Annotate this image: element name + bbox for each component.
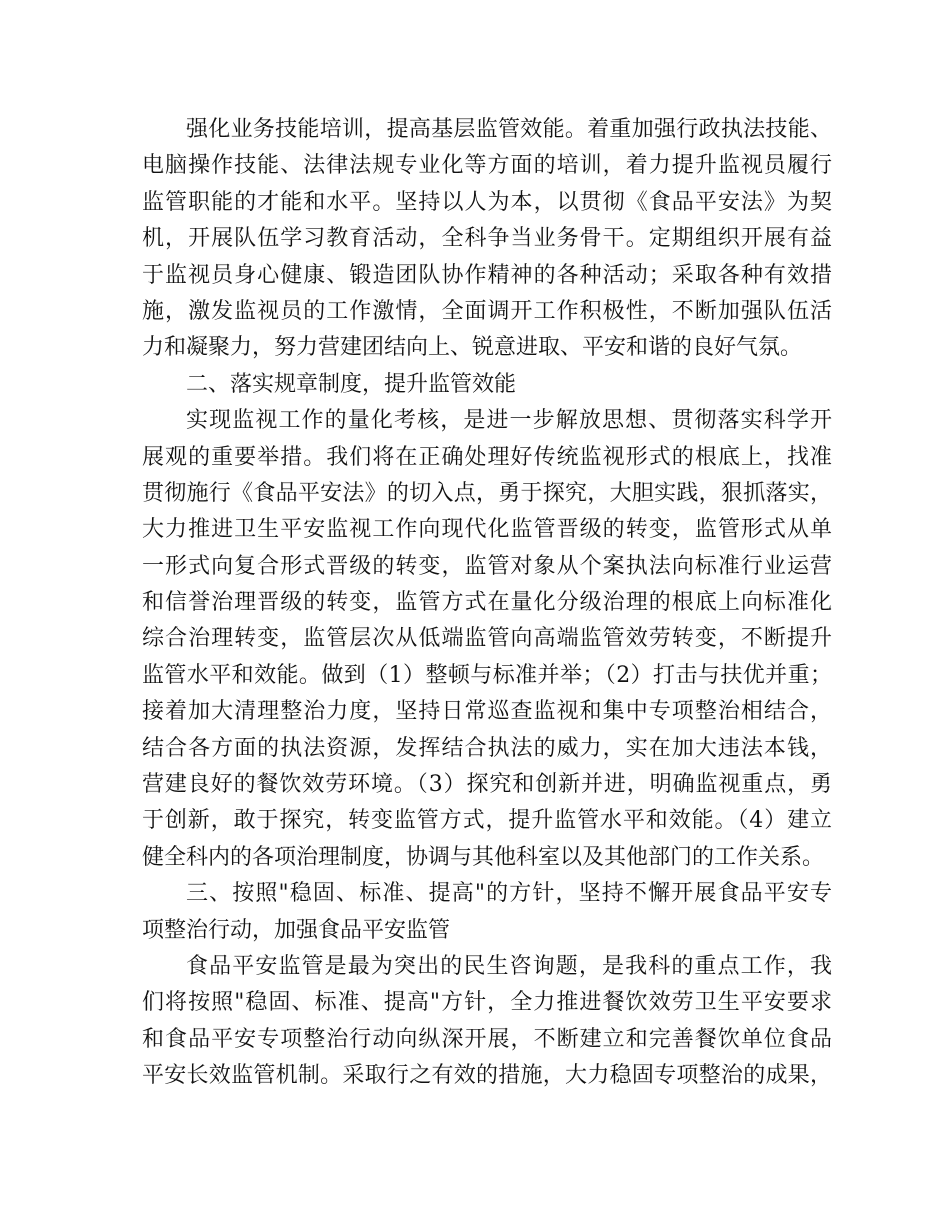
section-heading-3-cont: 项整治行动，加强食品平安监管 <box>142 917 451 943</box>
paragraph-line-13: 一形式向复合形式晋级的转变，监管对象从个案执法向标准行业运营 <box>142 553 832 579</box>
paragraph-line-15: 综合治理转变，监管层次从低端监管向高端监管效劳转变，不断提升 <box>142 626 832 652</box>
paragraph-line-11: 贯彻施行《食品平安法》的切入点，勇于探究，大胆实践，狠抓落实， <box>142 480 832 506</box>
paragraph-line-12: 大力推进卫生平安监视工作向现代化监管晋级的转变，监管形式从单 <box>142 517 832 543</box>
paragraph-line-20: 于创新，敢于探究，转变监管方式，提升监管水平和效能。（4）建立 <box>142 808 832 834</box>
paragraph-line-5: 于监视员身心健康、锻造团队协作精神的各种活动；采取各种有效措 <box>142 262 832 288</box>
paragraph-line-10: 展观的重要举措。我们将在正确处理好传统监视形式的根底上，找准 <box>142 444 832 470</box>
paragraph-line-16: 监管水平和效能。做到（1）整顿与标准并举；（2）打击与扶优并重； <box>142 662 832 688</box>
paragraph-line-21: 健全科内的各项治理制度，协调与其他科室以及其他部门的工作关系。 <box>142 844 825 870</box>
section-heading-3: 三、按照"稳固、标准、提高"的方针，坚持不懈开展食品平安专 <box>186 881 832 907</box>
paragraph-line-3: 监管职能的才能和水平。坚持以人为本，以贯彻《食品平安法》为契 <box>142 189 832 215</box>
paragraph-line-1: 强化业务技能培训，提高基层监管效能。着重加强行政执法技能、 <box>186 117 832 142</box>
document-page <box>142 112 832 1095</box>
section-heading-2: 二、落实规章制度，提升监管效能 <box>186 371 517 397</box>
paragraph-line-4: 机，开展队伍学习教育活动，全科争当业务骨干。定期组织开展有益 <box>142 226 832 252</box>
paragraph-line-24: 食品平安监管是最为突出的民生咨询题，是我科的重点工作，我 <box>186 953 832 979</box>
paragraph-line-14: 和信誉治理晋级的转变，监管方式在量化分级治理的根底上向标准化 <box>142 590 832 616</box>
paragraph-line-25: 们将按照"稳固、标准、提高"方针，全力推进餐饮效劳卫生平安要求 <box>142 990 832 1016</box>
paragraph-line-27: 平安长效监管机制。采取行之有效的措施，大力稳固专项整治的成果， <box>142 1063 832 1089</box>
paragraph-line-6: 施，激发监视员的工作激情，全面调开工作积极性，不断加强队伍活 <box>142 298 832 324</box>
paragraph-line-9: 实现监视工作的量化考核，是进一步解放思想、贯彻落实科学开 <box>186 408 832 434</box>
paragraph-line-2: 电脑操作技能、法律法规专业化等方面的培训，着力提升监视员履行 <box>142 153 832 179</box>
paragraph-line-7: 力和凝聚力，努力营建团结向上、锐意进取、平安和谐的良好气氛。 <box>142 335 803 361</box>
paragraph-line-18: 结合各方面的执法资源，发挥结合执法的威力，实在加大违法本钱， <box>142 735 832 761</box>
paragraph-line-17: 接着加大清理整治力度，坚持日常巡查监视和集中专项整治相结合， <box>142 699 832 725</box>
paragraph-line-26: 和食品平安专项整治行动向纵深开展，不断建立和完善餐饮单位食品 <box>142 1026 832 1052</box>
paragraph-line-19: 营建良好的餐饮效劳环境。（3）探究和创新并进，明确监视重点，勇 <box>142 772 832 798</box>
